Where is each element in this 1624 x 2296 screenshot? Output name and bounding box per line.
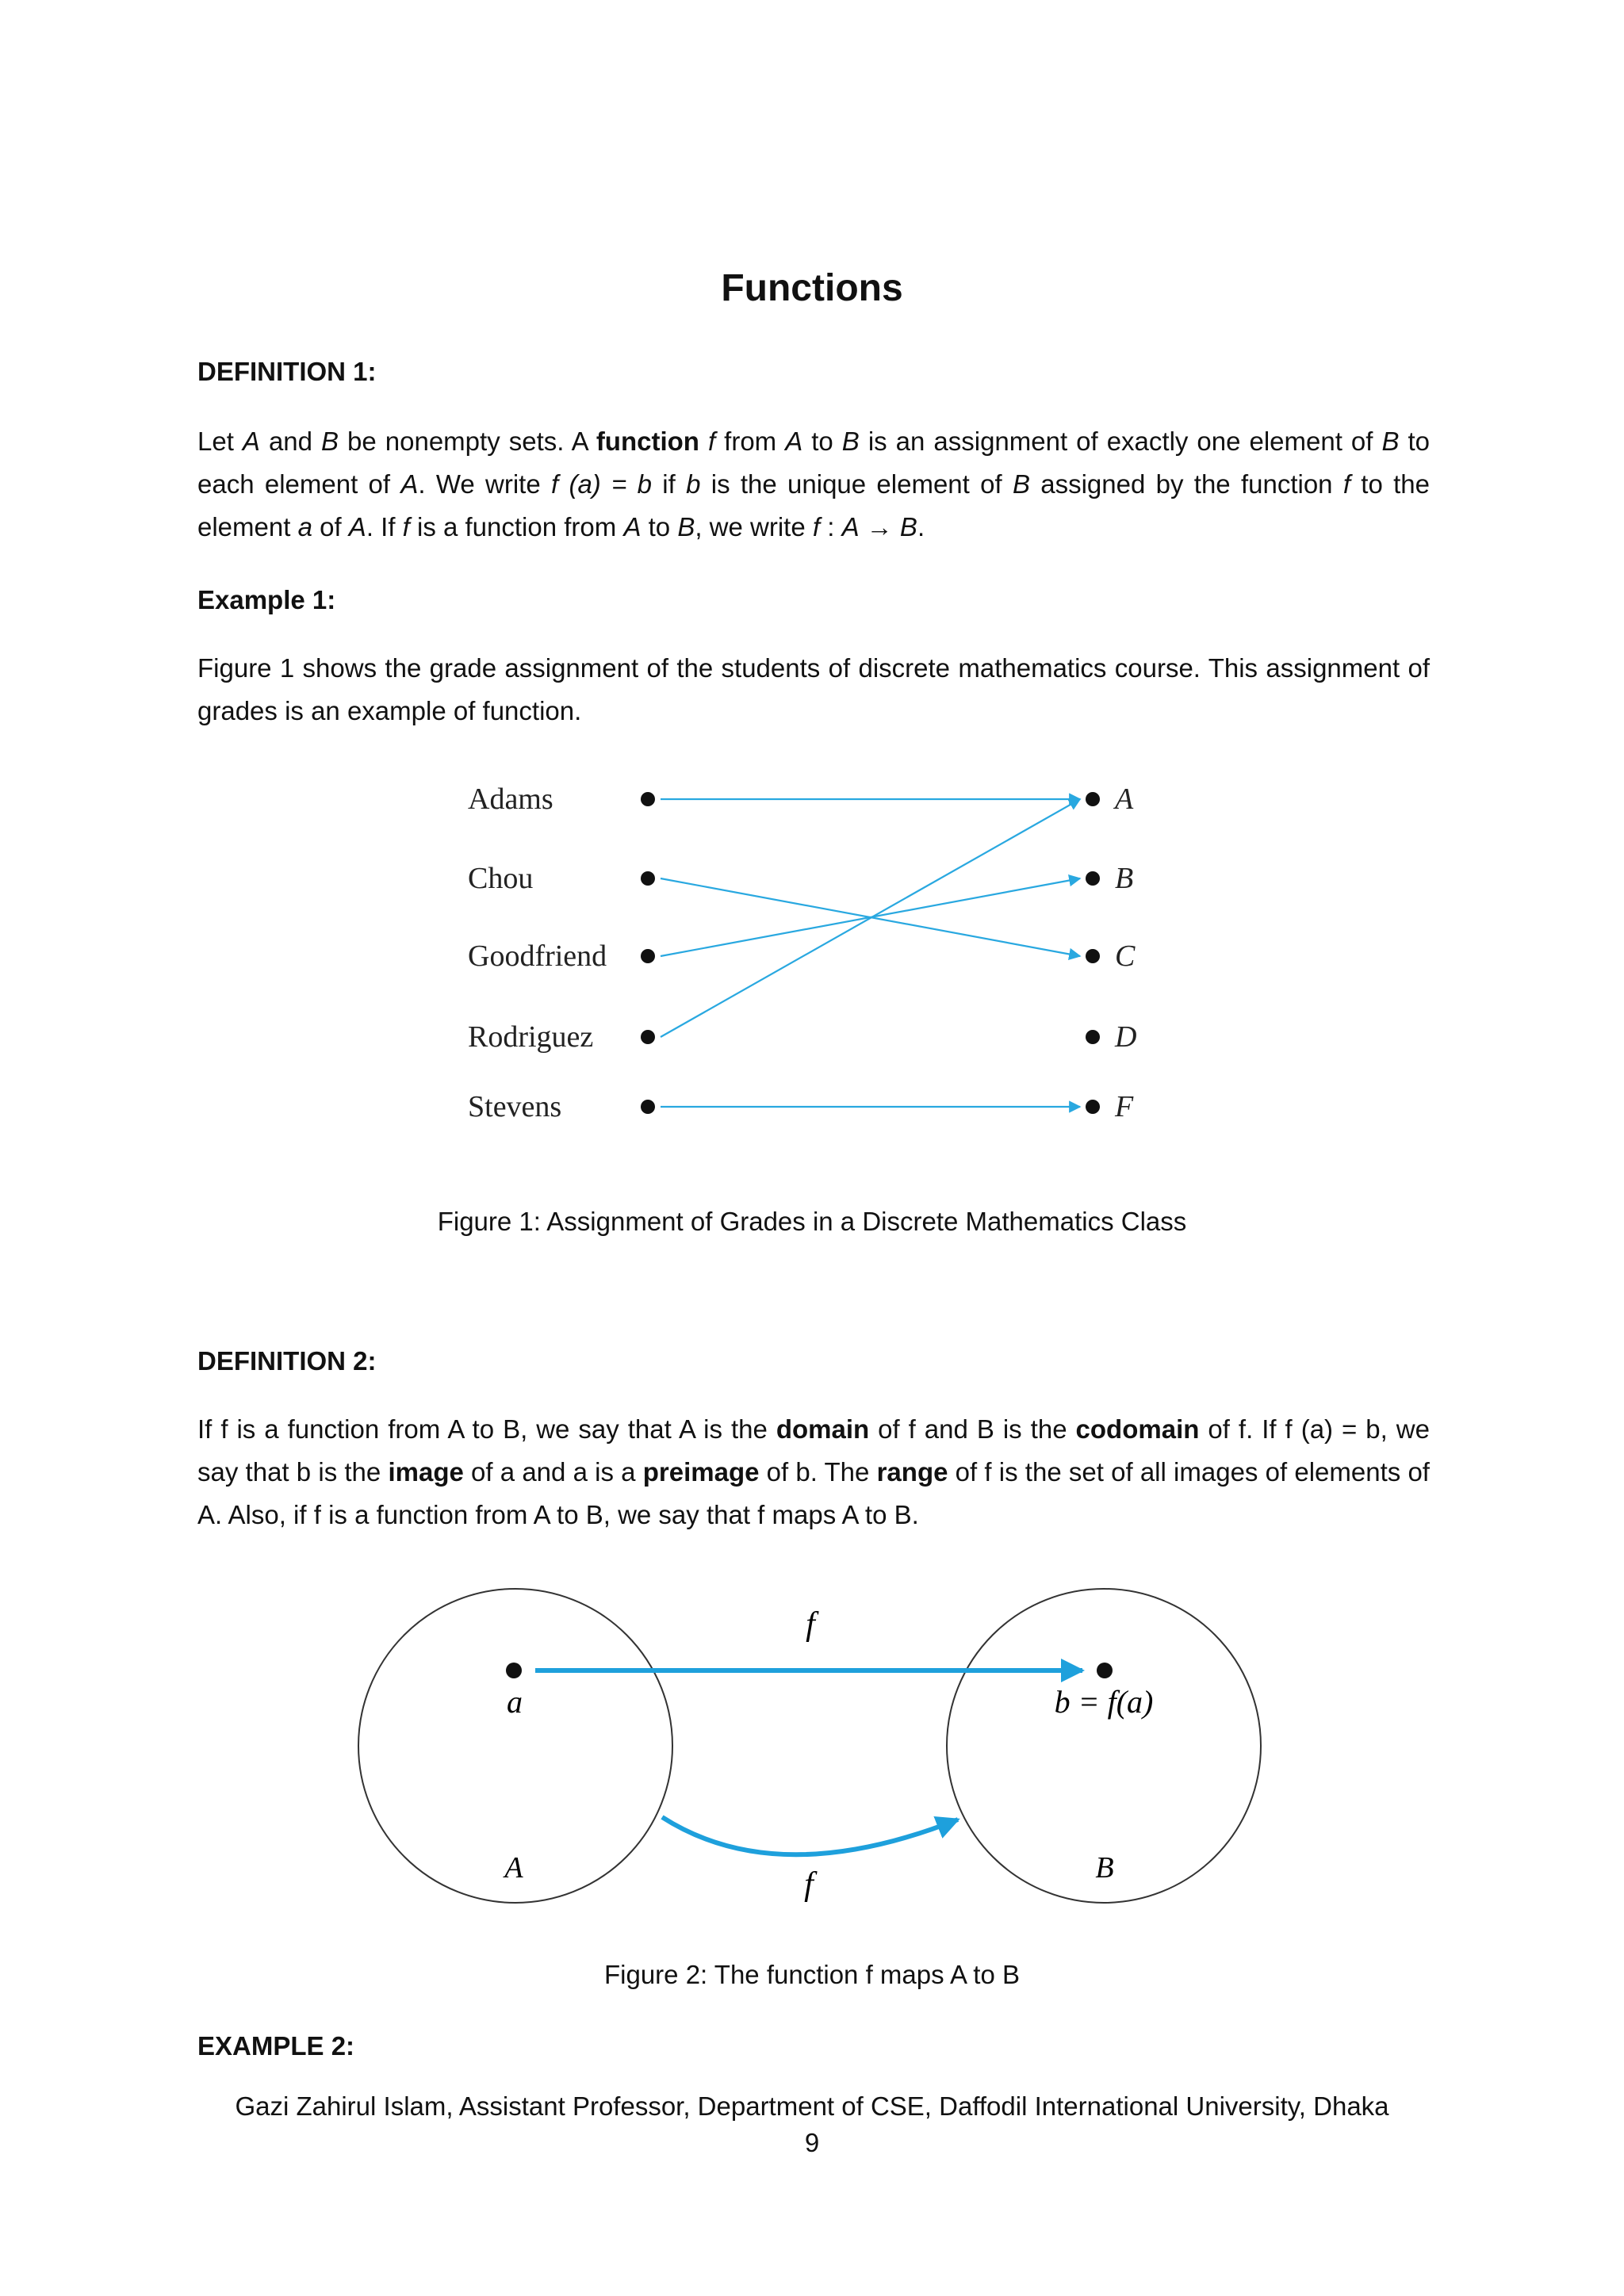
- student-label: Rodriguez: [468, 1020, 594, 1054]
- grade-label: B: [1115, 862, 1134, 895]
- definition-2-text: [197, 1408, 1430, 1536]
- definition1-segment: B: [899, 512, 917, 541]
- grade-label: D: [1115, 1020, 1137, 1054]
- grade-label: C: [1115, 939, 1136, 973]
- set-a-label: A: [504, 1851, 523, 1885]
- definition1-segment: be nonempty sets. A: [339, 427, 596, 456]
- definition1-segment: and: [259, 427, 322, 456]
- definition1-segment: . If: [366, 512, 403, 541]
- definition1-segment: f: [707, 427, 716, 456]
- definition2-segment: of f. If f (a) = b, we say that b is the: [197, 1414, 1430, 1487]
- grade-label: A: [1115, 783, 1134, 816]
- student-dot: [641, 792, 655, 806]
- mapping-arrow: [661, 799, 1080, 1037]
- definition1-segment: [699, 427, 708, 456]
- definition1-segment: to: [802, 427, 842, 456]
- definition1-segment: A: [242, 427, 260, 456]
- definition1-segment: :: [820, 512, 842, 541]
- definition1-segment: B: [1012, 469, 1030, 499]
- page-number: 9: [804, 2128, 820, 2157]
- element-a-label: a: [507, 1684, 523, 1720]
- figure-2-function-diagram: [333, 1578, 1285, 1927]
- definition1-segment: A: [841, 512, 860, 541]
- definition1-segment: is a function from: [409, 512, 624, 541]
- definition1-segment: to: [641, 512, 678, 541]
- definition-1-heading: DEFINITION 1:: [197, 357, 377, 386]
- definition1-segment: Let: [197, 427, 243, 456]
- student-label: Goodfriend: [468, 939, 607, 973]
- definition1-segment: a: [297, 512, 312, 541]
- definition1-segment: is an assignment of exactly one element of: [859, 427, 1382, 456]
- student-dot: [641, 1030, 655, 1044]
- element-b-dot: [1097, 1663, 1113, 1678]
- example-1-text: Figure 1 shows the grade assignment of the students of discrete mathematics course. This assignment of grades is an example of function.: [197, 653, 1430, 725]
- definition1-segment: to each element of: [197, 427, 1431, 499]
- definition1-segment: A: [623, 512, 642, 541]
- definition1-segment: B: [1381, 427, 1400, 456]
- definition-2-heading: DEFINITION 2:: [197, 1346, 377, 1376]
- figure-1-grade-mapping: [444, 761, 1158, 1173]
- grade-dot: [1086, 1100, 1100, 1114]
- definition1-segment: from: [715, 427, 786, 456]
- set-b-label: B: [1095, 1851, 1114, 1885]
- definition1-segment: A: [400, 469, 419, 499]
- definition2-segment: of f and B is the: [869, 1414, 1076, 1444]
- grade-dot: [1086, 871, 1100, 886]
- grade-dot: [1086, 792, 1100, 806]
- definition1-segment: function: [596, 427, 699, 456]
- figure-2-caption: Figure 2: The function f maps A to B: [603, 1960, 1021, 1989]
- definition1-segment: , we write: [695, 512, 813, 541]
- definition1-segment: B: [321, 427, 339, 456]
- definition2-segment: preimage: [642, 1457, 760, 1487]
- element-a-dot: [506, 1663, 522, 1678]
- definition1-segment: is the unique element of: [700, 469, 1013, 499]
- definition1-segment: B: [677, 512, 695, 541]
- definition1-segment: f: [402, 512, 410, 541]
- page-title: Functions: [721, 267, 903, 309]
- definition1-segment: →: [859, 512, 900, 541]
- definition1-segment: f: [1342, 469, 1350, 499]
- definition1-segment: f: [812, 512, 821, 541]
- definition1-segment: of: [312, 512, 349, 541]
- grade-dot: [1086, 1030, 1100, 1044]
- definition2-segment: image: [388, 1457, 464, 1487]
- definition1-segment: . We write: [418, 469, 551, 499]
- definition1-segment: f (a) = b: [551, 469, 652, 499]
- figure-1-caption: Figure 1: Assignment of Grades in a Discrete Mathematics Class: [437, 1207, 1187, 1236]
- function-label-bottom: f: [804, 1866, 814, 1903]
- definition2-segment: of b. The: [759, 1457, 877, 1487]
- example-1-heading: Example 1:: [197, 585, 336, 614]
- definition1-segment: b: [686, 469, 701, 499]
- definition1-segment: .: [917, 512, 925, 541]
- student-dot: [641, 949, 655, 963]
- definition1-segment: if: [652, 469, 687, 499]
- function-arrow-bottom: [662, 1817, 958, 1854]
- definition1-segment: B: [841, 427, 860, 456]
- function-label-top: f: [806, 1606, 815, 1643]
- footer-author-line: Gazi Zahirul Islam, Assistant Professor, Department of CSE, Daffodil International University, Dhaka: [235, 2091, 1389, 2121]
- definition1-segment: to the element: [197, 469, 1430, 541]
- definition1-segment: assigned by the function: [1029, 469, 1343, 499]
- definition-1-text: [197, 420, 1430, 549]
- student-label: Adams: [468, 783, 553, 816]
- definition2-segment: codomain: [1075, 1414, 1200, 1444]
- definition2-segment: range: [876, 1457, 948, 1487]
- student-dot: [641, 871, 655, 886]
- definition2-segment: of a and a is a: [463, 1457, 643, 1487]
- student-label: Stevens: [468, 1090, 562, 1123]
- definition1-segment: A: [348, 512, 366, 541]
- definition1-segment: A: [785, 427, 803, 456]
- example-2-heading: EXAMPLE 2:: [197, 2031, 355, 2061]
- definition2-segment: domain: [776, 1414, 870, 1444]
- student-dot: [641, 1100, 655, 1114]
- definition2-segment: of f is the set of all images of elements of A. Also, if f is a function from A to B, we say that f maps A to B.: [197, 1457, 1430, 1529]
- element-b-label: b = f(a): [1054, 1684, 1154, 1720]
- grade-label: F: [1115, 1090, 1134, 1123]
- student-label: Chou: [468, 862, 534, 895]
- definition2-segment: If f is a function from A to B, we say that A is the: [197, 1414, 776, 1444]
- grade-dot: [1086, 949, 1100, 963]
